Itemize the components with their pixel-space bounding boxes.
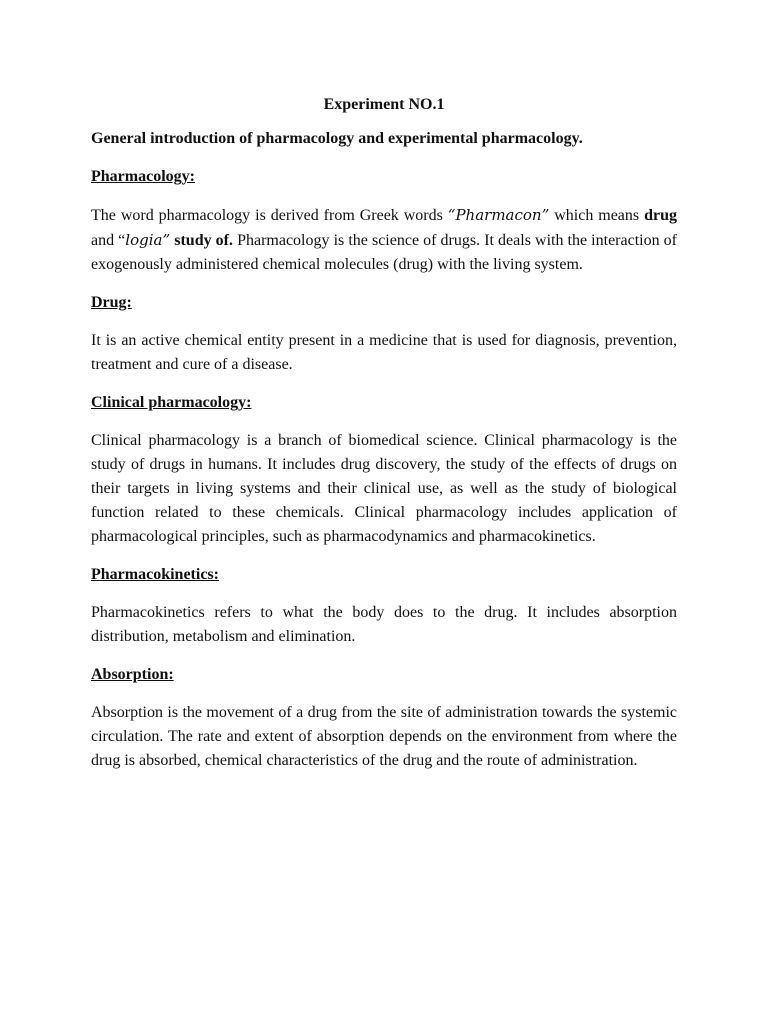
term-pharmacon: “Pharmacon” bbox=[447, 206, 550, 224]
document-body bbox=[91, 93, 677, 787]
text-run: which means bbox=[549, 207, 645, 224]
paragraph-pharmacokinetics: Pharmacokinetics refers to what the body does to the drug. It includes absorption distribution, metabolism and elimination. bbox=[91, 604, 677, 645]
heading-clinical-pharmacology: Clinical pharmacology: bbox=[91, 394, 252, 411]
paragraph-clinical-pharmacology: Clinical pharmacology is a branch of biomedical science. Clinical pharmacology is the study of drugs in humans. It includes drug discovery, the study of the effects of drugs on their targets in living systems and their clinical use, as well as the study of biological function related to these chemicals. Clinical pharmacology includes application of pharmacological principles, such as pharmacodynamics and pharmacokinetics. bbox=[91, 432, 677, 545]
term-logia: logia” bbox=[125, 231, 171, 249]
paragraph-drug: It is an active chemical entity present in a medicine that is used for diagnosis, prevention, treatment and cure of a disease. bbox=[91, 332, 677, 373]
heading-pharmacology: Pharmacology: bbox=[91, 168, 195, 185]
heading-pharmacokinetics: Pharmacokinetics: bbox=[91, 566, 219, 583]
text-run: Pharmacology is the science of drugs. It deals with the interaction of exogenously administered chemical molecules (drug) with the living system. bbox=[91, 232, 678, 273]
paragraph-absorption: Absorption is the movement of a drug from the site of administration towards the systemic circulation. The rate and extent of absorption depends on the environment from where the drug is absorbed, chemical characteristics of the drug and the route of administration. bbox=[91, 704, 677, 769]
document-intro: General introduction of pharmacology and experimental pharmacology. bbox=[91, 130, 583, 147]
bold-drug: drug bbox=[644, 207, 677, 224]
bold-study-of: study of. bbox=[174, 232, 233, 249]
text-run: and “ bbox=[91, 232, 126, 249]
text-run: The word pharmacology is derived from Greek words bbox=[91, 207, 448, 224]
document-title: Experiment NO.1 bbox=[323, 96, 445, 113]
heading-drug: Drug: bbox=[91, 294, 132, 311]
paragraph-pharmacology bbox=[91, 203, 677, 277]
heading-absorption: Absorption: bbox=[91, 666, 174, 683]
